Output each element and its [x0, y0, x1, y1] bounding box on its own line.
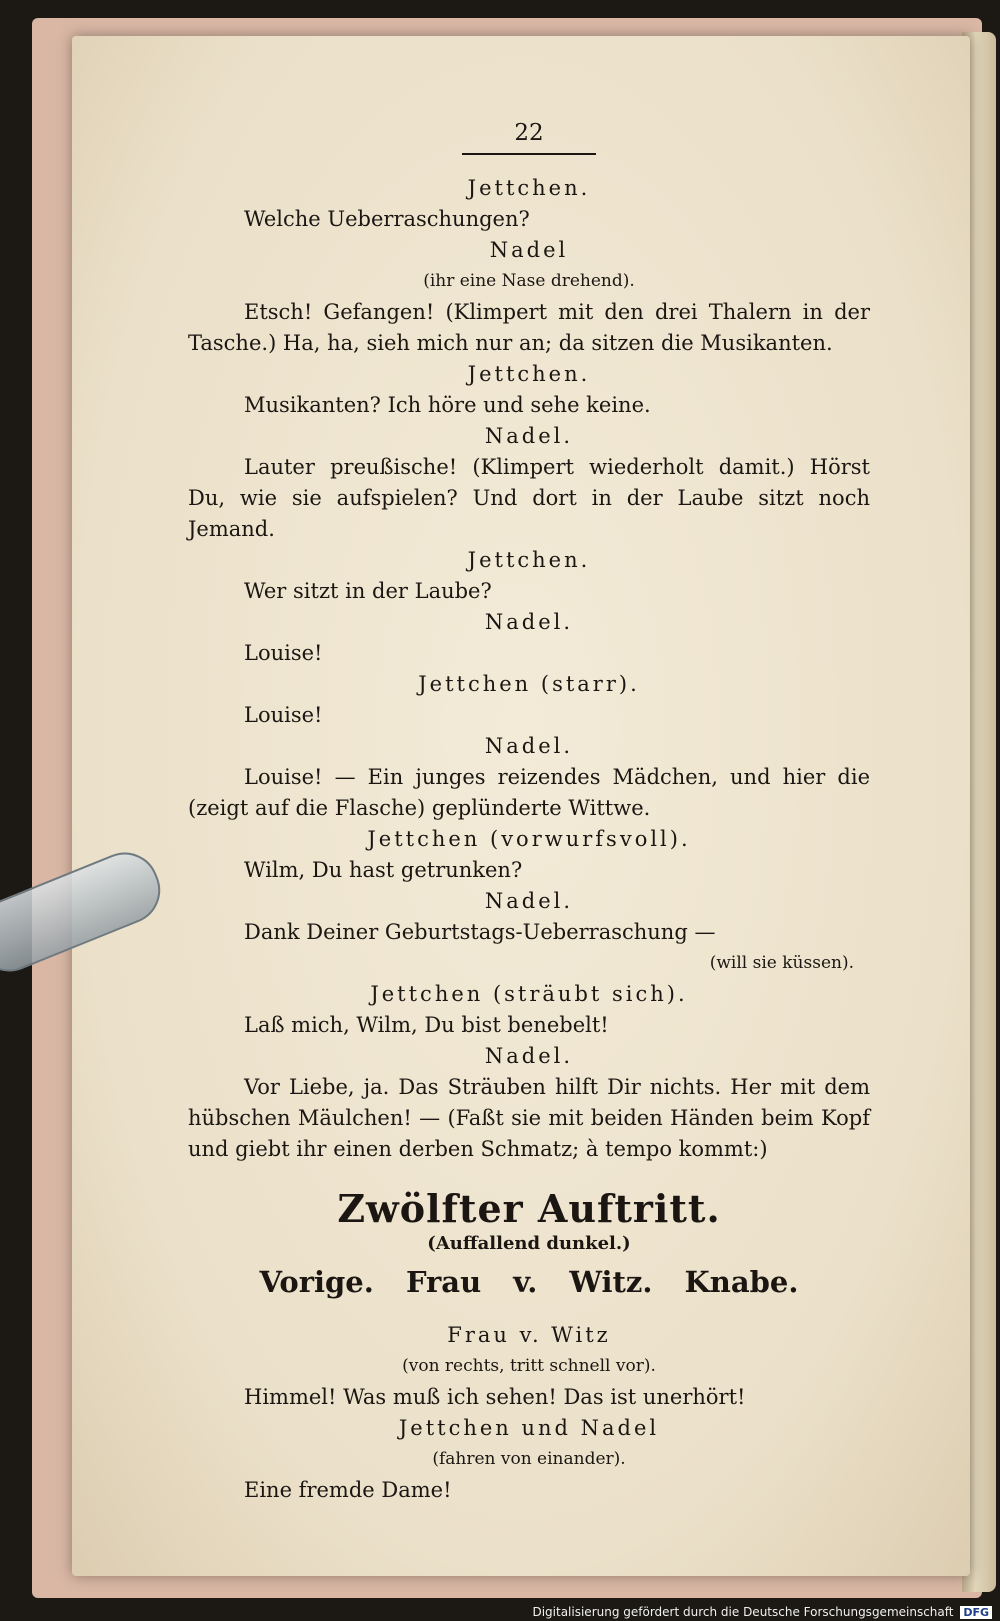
speaker-name: Nadel. — [484, 734, 574, 758]
dialogue-line: Dank Deiner Geburtstags-Ueberraschung — — [244, 920, 716, 944]
credit-text: Digitalisierung gefördert durch die Deutsche Forschungsgemeinschaft — [532, 1605, 954, 1619]
scene-stage-note: (Auffallend dunkel.) — [427, 1233, 631, 1254]
speaker-name: Nadel. — [484, 610, 574, 634]
dialogue-line: Louise! — [244, 703, 323, 727]
dialogue-line: Himmel! Was muß ich sehen! Das ist unerhört! — [244, 1385, 746, 1409]
digitization-credit — [532, 1605, 992, 1619]
scene-cast: Vorige. Frau v. Witz. Knabe. — [259, 1265, 799, 1299]
page-number: 22 — [514, 120, 544, 146]
speaker-name: Nadel. — [484, 1044, 574, 1068]
scene-title: Zwölfter Auftritt. — [337, 1186, 721, 1231]
dialogue-paragraph: Vor Liebe, ja. Das Sträuben hilft Dir nichts. Her mit dem hübschen Mäulchen! — (Faßt sie mit beiden Händen beim Kopf und giebt ihr einen derben Schmatz; à tempo kommt:) — [188, 1075, 870, 1161]
header-rule — [462, 153, 596, 155]
dialogue-line: Welche Ueberraschungen? — [244, 207, 530, 231]
stage-direction: (fahren von einander). — [432, 1449, 626, 1469]
dfg-logo: DFG — [960, 1606, 992, 1619]
stage-direction: (ihr eine Nase drehend). — [423, 271, 635, 291]
stage-direction: (will sie küssen). — [709, 953, 854, 973]
speaker-name: Jettchen. — [467, 362, 591, 386]
stage-direction: (von rechts, tritt schnell vor). — [402, 1356, 656, 1376]
speaker-name: Jettchen und Nadel — [398, 1416, 660, 1440]
speaker-name: Jettchen. — [467, 176, 591, 200]
speaker-name: Jettchen. — [467, 548, 591, 572]
page-text — [188, 118, 870, 1506]
speaker-name: Jettchen (starr). — [418, 672, 640, 696]
dialogue-paragraph: Etsch! Gefangen! (Klimpert mit den drei Thalern in der Tasche.) Ha, ha, sieh mich nur an; da sitzen die Musikanten. — [188, 300, 870, 355]
dialogue-line: Laß mich, Wilm, Du bist benebelt! — [244, 1013, 609, 1037]
dialogue-line: Eine fremde Dame! — [244, 1478, 452, 1502]
dialogue-line: Wilm, Du hast getrunken? — [244, 858, 523, 882]
dialogue-line: Wer sitzt in der Laube? — [244, 579, 492, 603]
speaker-name: Nadel — [489, 238, 569, 262]
dialogue-line: Musikanten? Ich höre und sehe keine. — [244, 393, 651, 417]
dialogue-paragraph: Louise! — Ein junges reizendes Mädchen, und hier die (zeigt auf die Flasche) geplünderte Wittwe. — [188, 765, 870, 820]
dialogue-paragraph: Lauter preußische! (Klimpert wiederholt damit.) Hörst Du, wie sie aufspielen? Und dort in der Laube sitzt noch Jemand. — [188, 455, 870, 541]
speaker-name: Nadel. — [484, 889, 574, 913]
dialogue-line: Louise! — [244, 641, 323, 665]
speaker-name: Nadel. — [484, 424, 574, 448]
speaker-name: Jettchen (sträubt sich). — [370, 982, 688, 1006]
speaker-name: Frau v. Witz — [447, 1323, 611, 1347]
speaker-name: Jettchen (vorwurfsvoll). — [367, 827, 691, 851]
